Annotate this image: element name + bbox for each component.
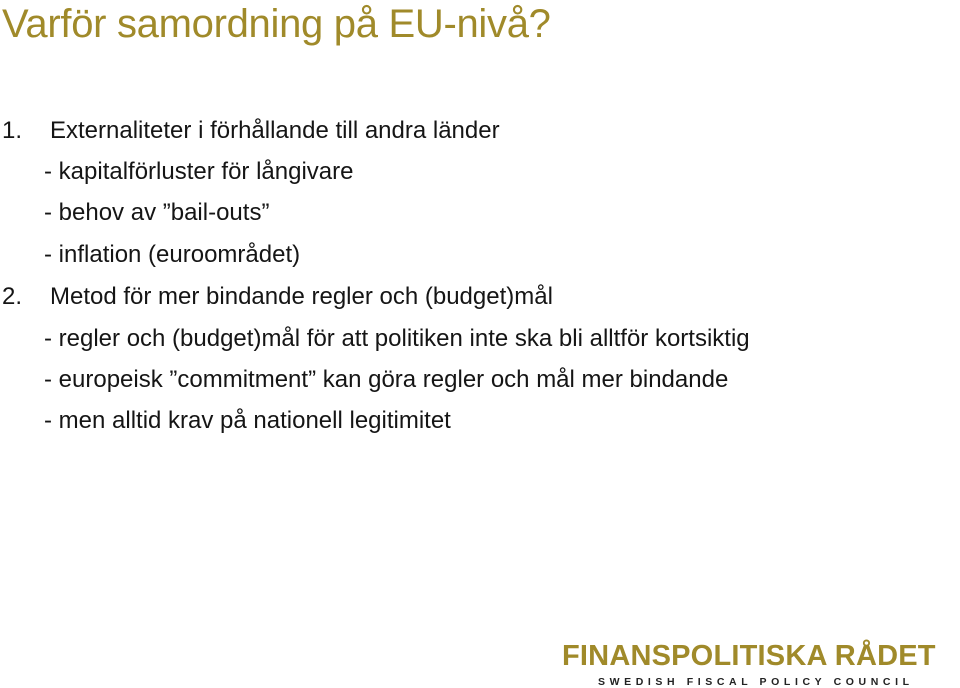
- logo-subtitle: SWEDISH FISCAL POLICY COUNCIL: [598, 676, 914, 688]
- subpoint: - europeisk ”commitment” kan göra regler och mål mer bindande: [44, 366, 729, 393]
- subpoint: - men alltid krav på nationell legitimitet: [44, 407, 451, 434]
- point-number: 2.: [2, 283, 23, 310]
- point-2: [2, 282, 553, 312]
- subpoint: - inflation (euroområdet): [44, 241, 301, 268]
- subpoint: - behov av ”bail-outs”: [44, 199, 270, 226]
- subpoint: - kapitalförluster för långivare: [44, 158, 354, 185]
- point-1: [2, 116, 500, 146]
- subpoint: - regler och (budget)mål för att politiken inte ska bli alltför kortsiktig: [44, 325, 750, 352]
- finanspolitiska-radet-logo: [562, 640, 956, 688]
- slide-title: Varför samordning på EU-nivå?: [2, 2, 551, 46]
- logo-name: FINANSPOLITISKA RÅDET: [562, 640, 936, 672]
- point-number: 1.: [2, 117, 23, 144]
- point-text: Metod för mer bindande regler och (budget)mål: [50, 283, 553, 310]
- point-text: Externaliteter i förhållande till andra länder: [50, 117, 500, 144]
